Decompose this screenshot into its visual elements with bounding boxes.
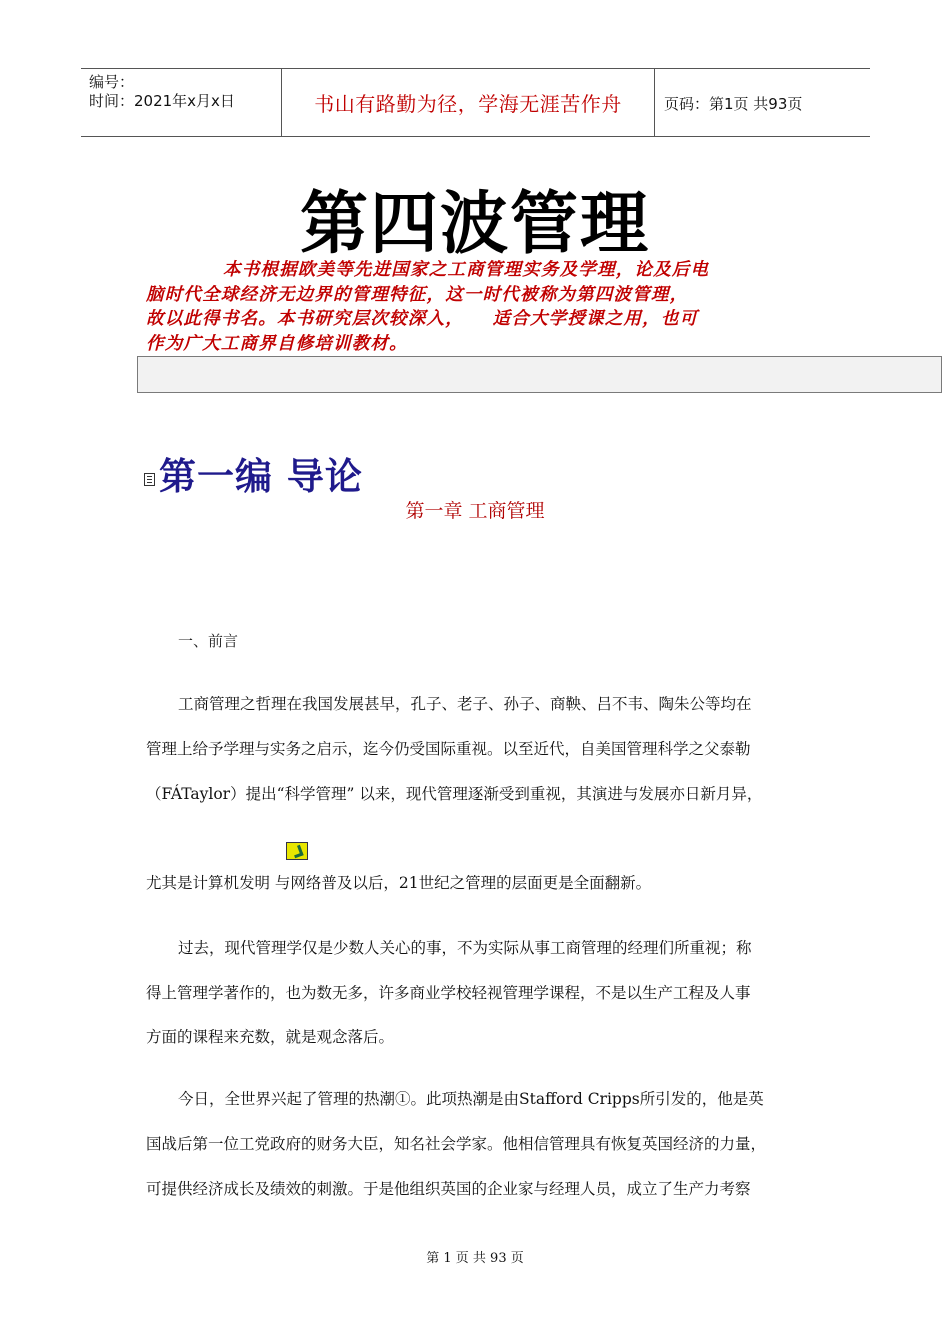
abstract-line: 脑时代全球经济无边界的管理特征，这一时代被称为第四波管理，	[146, 284, 689, 305]
embedded-object-icon[interactable]	[286, 842, 308, 860]
paragraph-line: 可提供经济成长及绩效的刺激。于是他组织英国的企业家与经理人员，成立了生产力考察	[146, 1180, 751, 1198]
paragraph-line: 过去，现代管理学仅是少数人关心的事，不为实际从事工商管理的经理们所重视；称	[178, 939, 752, 957]
page-footer: 第 1 页 共 93 页	[426, 1251, 524, 1266]
section-title: 一、前言	[178, 632, 239, 650]
paragraph-line: （FÁTaylor）提出“科学管理” 以来，现代管理逐渐受到重视，其演进与发展亦日新月异，	[146, 785, 763, 803]
header-meta	[89, 73, 235, 111]
paragraph-line: 国战后第一位工党政府的财务大臣，知名社会学家。他相信管理具有恢复英国经济的力量，	[146, 1135, 767, 1153]
part-title: 第一编 导论	[159, 455, 363, 498]
abstract-line: 故以此得书名。本书研究层次较深入， 适合大学授课之用，也可	[146, 309, 699, 329]
header-divider	[654, 69, 655, 136]
paragraph-line: 尤其是计算机发明 与网络普及以后，21世纪之管理的层面更是全面翻新。	[146, 874, 652, 892]
document-title: 第四波管理	[299, 185, 650, 264]
paragraph-line: 方面的课程来充数，就是观念落后。	[146, 1028, 395, 1046]
paragraph-line: 今日，全世界兴起了管理的热潮①。此项热潮是由Stafford Cripps所引发的，他是英	[178, 1090, 764, 1108]
paragraph-line: 得上管理学著作的，也为数无多，许多商业学校轻视管理学课程，不是以生产工程及人事	[146, 984, 751, 1002]
chapter-title: 第一章 工商管理	[405, 500, 545, 522]
empty-text-box	[137, 356, 942, 393]
paragraph-line: 管理上给予学理与实务之启示，迄今仍受国际重视。以至近代，自美国管理科学之父泰勒	[146, 740, 751, 758]
abstract-line: 作为广大工商界自修培训教材。	[146, 333, 408, 354]
time-label: 时间：2021年x月x日	[89, 92, 235, 110]
serial-label: 编号：	[89, 73, 135, 91]
document-header	[81, 68, 870, 137]
header-page-info: 页码：第1页 共93页	[664, 95, 803, 113]
abstract-line: 本书根据欧美等先进国家之工商管理实务及学理，论及后电	[223, 260, 710, 280]
abstract	[146, 258, 816, 356]
header-motto: 书山有路勤为径，学海无涯苦作舟	[314, 92, 622, 116]
document-icon	[144, 473, 155, 486]
paragraph-line: 工商管理之哲理在我国发展甚早，孔子、老子、孙子、商鞅、吕不韦、陶朱公等均在	[178, 695, 752, 713]
